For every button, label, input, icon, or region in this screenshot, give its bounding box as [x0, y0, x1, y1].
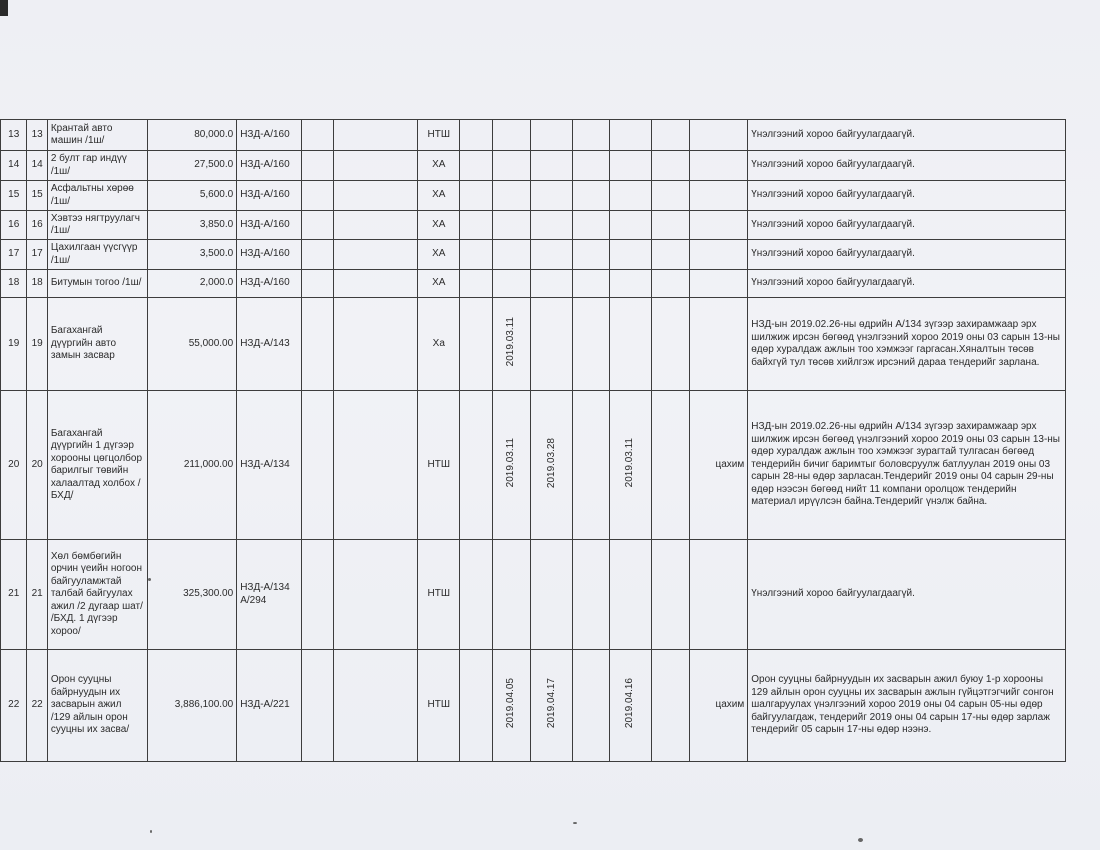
- row-number-cell: 14: [1, 151, 27, 181]
- table-row: [1, 298, 1066, 391]
- order-code-cell: НЗД-А/160: [237, 211, 302, 240]
- date-1-cell: [492, 181, 531, 211]
- empty-cell: [651, 650, 690, 762]
- table-row: [1, 540, 1066, 650]
- tender-type-cell: [690, 540, 748, 650]
- item-number-cell: 15: [27, 181, 47, 211]
- item-number-cell: 19: [27, 298, 47, 391]
- table-row: [1, 391, 1066, 540]
- item-name-cell: Хэвтээ нягтруулагч /1ш/: [47, 211, 147, 240]
- date-3-cell: [609, 391, 651, 540]
- empty-cell: [302, 391, 334, 540]
- order-code-cell: НЗД-А/134: [237, 391, 302, 540]
- date-2-cell: [531, 650, 573, 762]
- item-name-cell: Багахангай дүүргийн 1 дүгээр хорооны цөгцолбор барилгыг төвийн халаалтад холбох /БХД/: [47, 391, 147, 540]
- order-code-cell: НЗД-А/134 А/294: [237, 540, 302, 650]
- tender-type-cell: [690, 240, 748, 270]
- tender-type-cell: [690, 120, 748, 151]
- status-note-cell: Үнэлгээний хороо байгуулагдаагүй.: [748, 120, 1066, 151]
- date-1-cell: [492, 240, 531, 270]
- date-text: 2019.04.17: [545, 678, 557, 729]
- row-number-cell: 21: [1, 540, 27, 650]
- date-3-cell: [609, 270, 651, 298]
- empty-cell: [333, 120, 418, 151]
- empty-cell: [460, 270, 493, 298]
- date-3-cell: [609, 298, 651, 391]
- item-name-cell: Хөл бөмбөгийн орчин үеийн ногоон байгууламжтай талбай байгуулах ажил /2 дугаар шат/ /БХД. 1 дүгээр хороо/: [47, 540, 147, 650]
- empty-cell: [302, 540, 334, 650]
- amount-cell: 80,000.0: [147, 120, 237, 151]
- empty-cell: [302, 650, 334, 762]
- empty-cell: [333, 240, 418, 270]
- row-number-cell: 19: [1, 298, 27, 391]
- date-text: 2019.04.05: [505, 678, 517, 729]
- date-3-cell: [609, 211, 651, 240]
- empty-cell: [333, 270, 418, 298]
- tender-type-cell: [690, 211, 748, 240]
- empty-cell: [460, 391, 493, 540]
- empty-cell: [333, 298, 418, 391]
- item-number-cell: 17: [27, 240, 47, 270]
- table-row: [1, 181, 1066, 211]
- scan-speck: [150, 830, 152, 833]
- scan-speck: [858, 838, 863, 842]
- item-number-cell: 13: [27, 120, 47, 151]
- empty-cell: [651, 270, 690, 298]
- tender-type-cell: [690, 270, 748, 298]
- empty-cell: [651, 120, 690, 151]
- row-number-cell: 20: [1, 391, 27, 540]
- date-2-cell: [531, 298, 573, 391]
- amount-cell: 3,850.0: [147, 211, 237, 240]
- method-cell: НТШ: [418, 391, 460, 540]
- empty-cell: [460, 151, 493, 181]
- empty-cell: [460, 298, 493, 391]
- method-cell: ХА: [418, 151, 460, 181]
- tender-type-cell: [690, 298, 748, 391]
- date-3-cell: [609, 151, 651, 181]
- table-row: [1, 650, 1066, 762]
- date-2-cell: [531, 240, 573, 270]
- table-body: [1, 120, 1066, 762]
- row-number-cell: 17: [1, 240, 27, 270]
- date-3-cell: [609, 181, 651, 211]
- empty-cell: [573, 211, 610, 240]
- empty-cell: [302, 181, 334, 211]
- amount-cell: 325,300.00: [147, 540, 237, 650]
- row-number-cell: 15: [1, 181, 27, 211]
- method-cell: НТШ: [418, 540, 460, 650]
- amount-cell: 55,000.00: [147, 298, 237, 391]
- table-row: [1, 211, 1066, 240]
- date-1-cell: [492, 298, 531, 391]
- tender-type-cell: [690, 181, 748, 211]
- date-text: 2019.03.11: [505, 438, 517, 488]
- order-code-cell: НЗД-А/160: [237, 240, 302, 270]
- date-2-cell: [531, 270, 573, 298]
- amount-cell: 3,500.0: [147, 240, 237, 270]
- order-code-cell: НЗД-А/160: [237, 120, 302, 151]
- item-number-cell: 20: [27, 391, 47, 540]
- row-number-cell: 22: [1, 650, 27, 762]
- status-note-cell: НЗД-ын 2019.02.26-ны өдрийн А/134 зүгээр захирамжаар эрх шилжиж ирсэн бөгөөд үнэлгээний хороо 2019 оны 03 сарын 13-ны өдөр хуралдаж ажлын тоо хэмжээг гаргасан.Хяналтын төсөв байхгүй тул төсөв хийлгэж ирсэний дараа тендерийг зарлана.: [748, 298, 1066, 391]
- date-1-cell: [492, 211, 531, 240]
- item-name-cell: Крантай авто машин /1ш/: [47, 120, 147, 151]
- scan-corner-mark: [0, 0, 8, 16]
- item-number-cell: 18: [27, 270, 47, 298]
- status-note-cell: НЗД-ын 2019.02.26-ны өдрийн А/134 зүгээр захирамжаар эрх шилжиж ирсэн бөгөөд үнэлгээний хороо 2019 оны 03 сарын 13-ны өдөр хуралдаж ажлын тоо хэмжээг зурагтай тулгасан бөгөөд тендерийн бичиг баримтыг боловсруулж батлуулан 2019 оны 03 сарын 28-ны өдөр зарласан.Тендерийг 2019 оны 04 сарын 29-ны өдөр нээсэн бөгөөд нийт 11 компани оролцож тендерийн материал ирүүлсэн байна.Тендерийг үнэлж байна.: [748, 391, 1066, 540]
- date-3-cell: [609, 240, 651, 270]
- tender-type-cell: цахим: [690, 391, 748, 540]
- empty-cell: [302, 270, 334, 298]
- empty-cell: [573, 181, 610, 211]
- date-3-cell: [609, 650, 651, 762]
- date-3-cell: [609, 540, 651, 650]
- row-number-cell: 18: [1, 270, 27, 298]
- empty-cell: [573, 120, 610, 151]
- item-name-cell: Битумын тогоо /1ш/: [47, 270, 147, 298]
- method-cell: ХА: [418, 270, 460, 298]
- empty-cell: [333, 151, 418, 181]
- empty-cell: [333, 391, 418, 540]
- date-text: 2019.03.11: [623, 438, 635, 488]
- row-number-cell: 16: [1, 211, 27, 240]
- item-number-cell: 21: [27, 540, 47, 650]
- status-note-cell: Үнэлгээний хороо байгуулагдаагүй.: [748, 270, 1066, 298]
- status-note-cell: Үнэлгээний хороо байгуулагдаагүй.: [748, 240, 1066, 270]
- empty-cell: [573, 298, 610, 391]
- method-cell: ХА: [418, 211, 460, 240]
- empty-cell: [651, 540, 690, 650]
- empty-cell: [573, 540, 610, 650]
- date-text: 2019.03.28: [545, 437, 557, 488]
- date-1-cell: [492, 650, 531, 762]
- method-cell: ХА: [418, 181, 460, 211]
- order-code-cell: НЗД-А/160: [237, 181, 302, 211]
- date-3-cell: [609, 120, 651, 151]
- date-2-cell: [531, 540, 573, 650]
- scan-speck: [573, 822, 577, 824]
- status-note-cell: Орон сууцны байрнуудын их засварын ажил буюу 1-р хорооны 129 айлын орон сууцны их засварын ажлын гүйцэтгэгчийг сонгон шалгаруулах үнэлгээний хороо 2019 оны 04 сарын 05-ны өдөр байгуулагдаж, тендерийг 2019 оны 04 сарын 17-ны өдөр зарлаж тендерийг 05 сарын 17-ны өдөр нээнэ.: [748, 650, 1066, 762]
- status-note-cell: Үнэлгээний хороо байгуулагдаагүй.: [748, 211, 1066, 240]
- date-1-cell: [492, 270, 531, 298]
- item-number-cell: 16: [27, 211, 47, 240]
- date-1-cell: [492, 120, 531, 151]
- empty-cell: [302, 211, 334, 240]
- item-name-cell: Багахангай дүүргийн авто замын засвар: [47, 298, 147, 391]
- empty-cell: [333, 211, 418, 240]
- empty-cell: [302, 298, 334, 391]
- empty-cell: [573, 151, 610, 181]
- date-2-cell: [531, 391, 573, 540]
- empty-cell: [460, 540, 493, 650]
- empty-cell: [651, 298, 690, 391]
- empty-cell: [460, 120, 493, 151]
- date-1-cell: [492, 151, 531, 181]
- empty-cell: [651, 181, 690, 211]
- order-code-cell: НЗД-А/221: [237, 650, 302, 762]
- item-name-cell: 2 булт гар индүү /1ш/: [47, 151, 147, 181]
- method-cell: Ха: [418, 298, 460, 391]
- item-name-cell: Асфальтны хөрөө /1ш/: [47, 181, 147, 211]
- method-cell: НТШ: [418, 650, 460, 762]
- amount-cell: 5,600.0: [147, 181, 237, 211]
- status-note-cell: Үнэлгээний хороо байгуулагдаагүй.: [748, 181, 1066, 211]
- empty-cell: [651, 391, 690, 540]
- item-name-cell: Орон сууцны байрнуудын их засварын ажил /129 айлын орон сууцны их засва/: [47, 650, 147, 762]
- empty-cell: [460, 650, 493, 762]
- empty-cell: [573, 270, 610, 298]
- empty-cell: [333, 540, 418, 650]
- order-code-cell: НЗД-А/160: [237, 151, 302, 181]
- date-1-cell: [492, 391, 531, 540]
- order-code-cell: НЗД-А/143: [237, 298, 302, 391]
- procurement-table: [0, 119, 1066, 762]
- amount-cell: 211,000.00: [147, 391, 237, 540]
- amount-cell: 27,500.0: [147, 151, 237, 181]
- date-2-cell: [531, 151, 573, 181]
- date-2-cell: [531, 211, 573, 240]
- empty-cell: [460, 240, 493, 270]
- tender-type-cell: [690, 151, 748, 181]
- tender-type-cell: цахим: [690, 650, 748, 762]
- item-number-cell: 22: [27, 650, 47, 762]
- empty-cell: [460, 181, 493, 211]
- date-2-cell: [531, 181, 573, 211]
- empty-cell: [573, 240, 610, 270]
- table-row: [1, 151, 1066, 181]
- row-number-cell: 13: [1, 120, 27, 151]
- order-code-cell: НЗД-А/160: [237, 270, 302, 298]
- item-number-cell: 14: [27, 151, 47, 181]
- amount-cell: 2,000.0: [147, 270, 237, 298]
- table-row: [1, 270, 1066, 298]
- empty-cell: [573, 650, 610, 762]
- empty-cell: [302, 240, 334, 270]
- empty-cell: [573, 391, 610, 540]
- item-name-cell: Цахилгаан үүсгүүр /1ш/: [47, 240, 147, 270]
- date-text: 2019.04.16: [623, 678, 635, 729]
- method-cell: ХА: [418, 240, 460, 270]
- date-1-cell: [492, 540, 531, 650]
- empty-cell: [333, 181, 418, 211]
- amount-cell: 3,886,100.00: [147, 650, 237, 762]
- table-row: [1, 120, 1066, 151]
- empty-cell: [302, 151, 334, 181]
- method-cell: НТШ: [418, 120, 460, 151]
- empty-cell: [302, 120, 334, 151]
- date-2-cell: [531, 120, 573, 151]
- status-note-cell: Үнэлгээний хороо байгуулагдаагүй.: [748, 540, 1066, 650]
- date-text: 2019.03.11: [505, 317, 517, 367]
- empty-cell: [651, 211, 690, 240]
- empty-cell: [651, 151, 690, 181]
- table-row: [1, 240, 1066, 270]
- empty-cell: [333, 650, 418, 762]
- empty-cell: [651, 240, 690, 270]
- status-note-cell: Үнэлгээний хороо байгуулагдаагүй.: [748, 151, 1066, 181]
- empty-cell: [460, 211, 493, 240]
